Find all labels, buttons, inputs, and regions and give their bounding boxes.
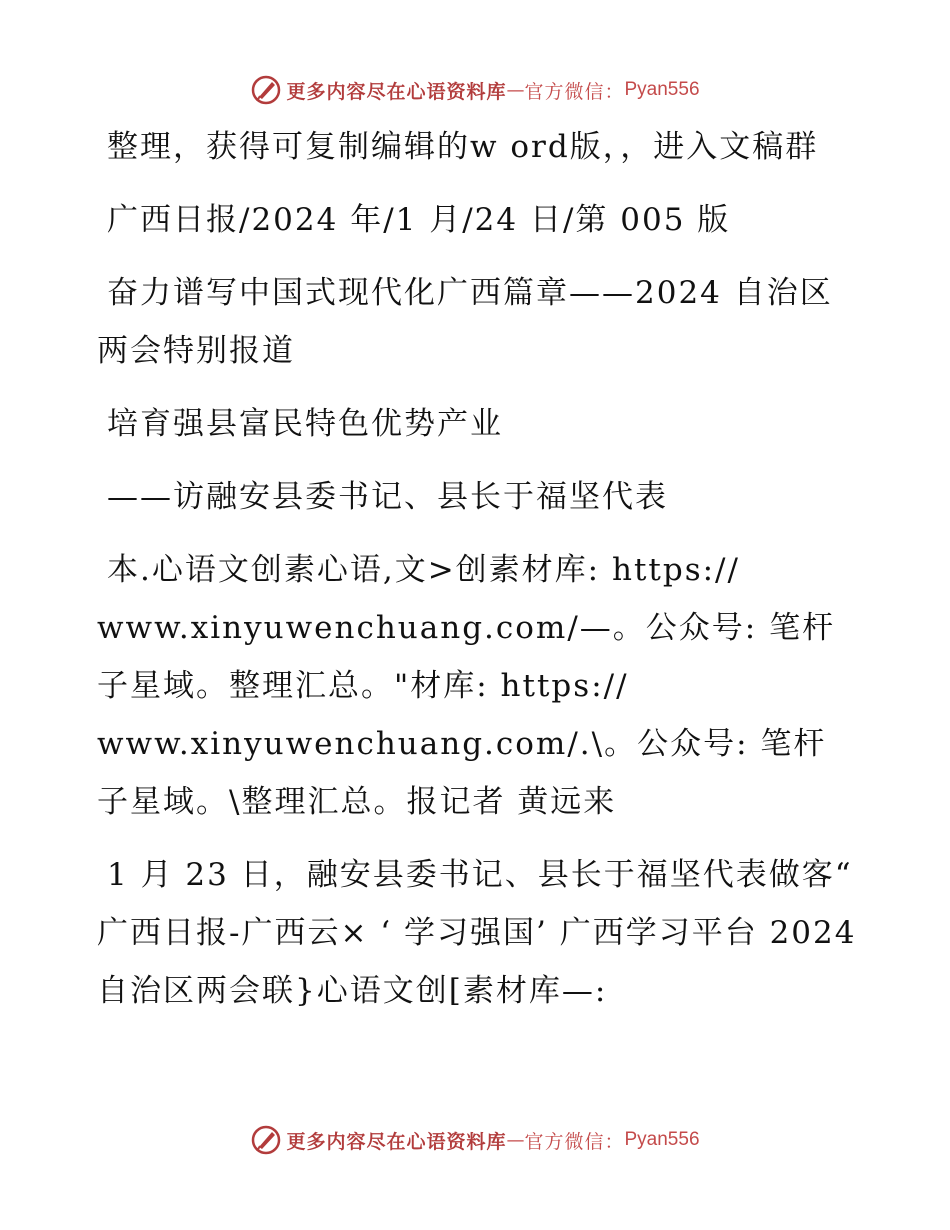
quill-pen-icon	[250, 1124, 282, 1156]
footer-brand-text: 更多内容尽在心语资料库	[286, 1130, 507, 1153]
footer-separator: —	[506, 1129, 525, 1151]
footer-wechat-label: 官方微信：	[524, 1130, 625, 1153]
header-watermark-banner	[0, 70, 950, 110]
article-subtitle: ——访融安县委书记、县长于福坚代表	[107, 479, 668, 515]
body-paragraph: 1 月 23 日，融安县委书记、县长于福坚代表做客“ 广西日报-广西云× ‘ 学习强国’ 广西学习平台 2024 自治区两会联}心语文创[素材库—:	[97, 857, 857, 1009]
intro-paragraph: 整理，获得可复制编辑的w ord版，，进入文稿群	[107, 129, 819, 165]
header-brand-text: 更多内容尽在心语资料库	[286, 80, 507, 103]
header-wechat-id: Pyan556	[624, 79, 700, 100]
header-separator: —	[506, 79, 525, 101]
header-wechat-label: 官方微信：	[524, 80, 625, 103]
source-byline-paragraph: 本.心语文创素心语,文>创素材库: https:// www.xinyuwenchuang.com/—。公众号: 笔杆子星域。整理汇总。"材库: https:// www.xinyuwenchuang.com/.\。公众号: 笔杆子星域。\整理汇总。报记者 黄远来	[97, 552, 836, 820]
document-body	[97, 118, 857, 1020]
footer-wechat-id: Pyan556	[624, 1129, 700, 1150]
article-title: 培育强县富民特色优势产业	[107, 406, 503, 442]
section-heading: 奋力谱写中国式现代化广西篇章——2024 自治区两会特别报道	[97, 275, 833, 369]
footer-watermark-banner	[0, 1120, 950, 1160]
quill-pen-icon	[250, 74, 282, 106]
publication-line: 广西日报/2024 年/1 月/24 日/第 005 版	[107, 202, 731, 238]
